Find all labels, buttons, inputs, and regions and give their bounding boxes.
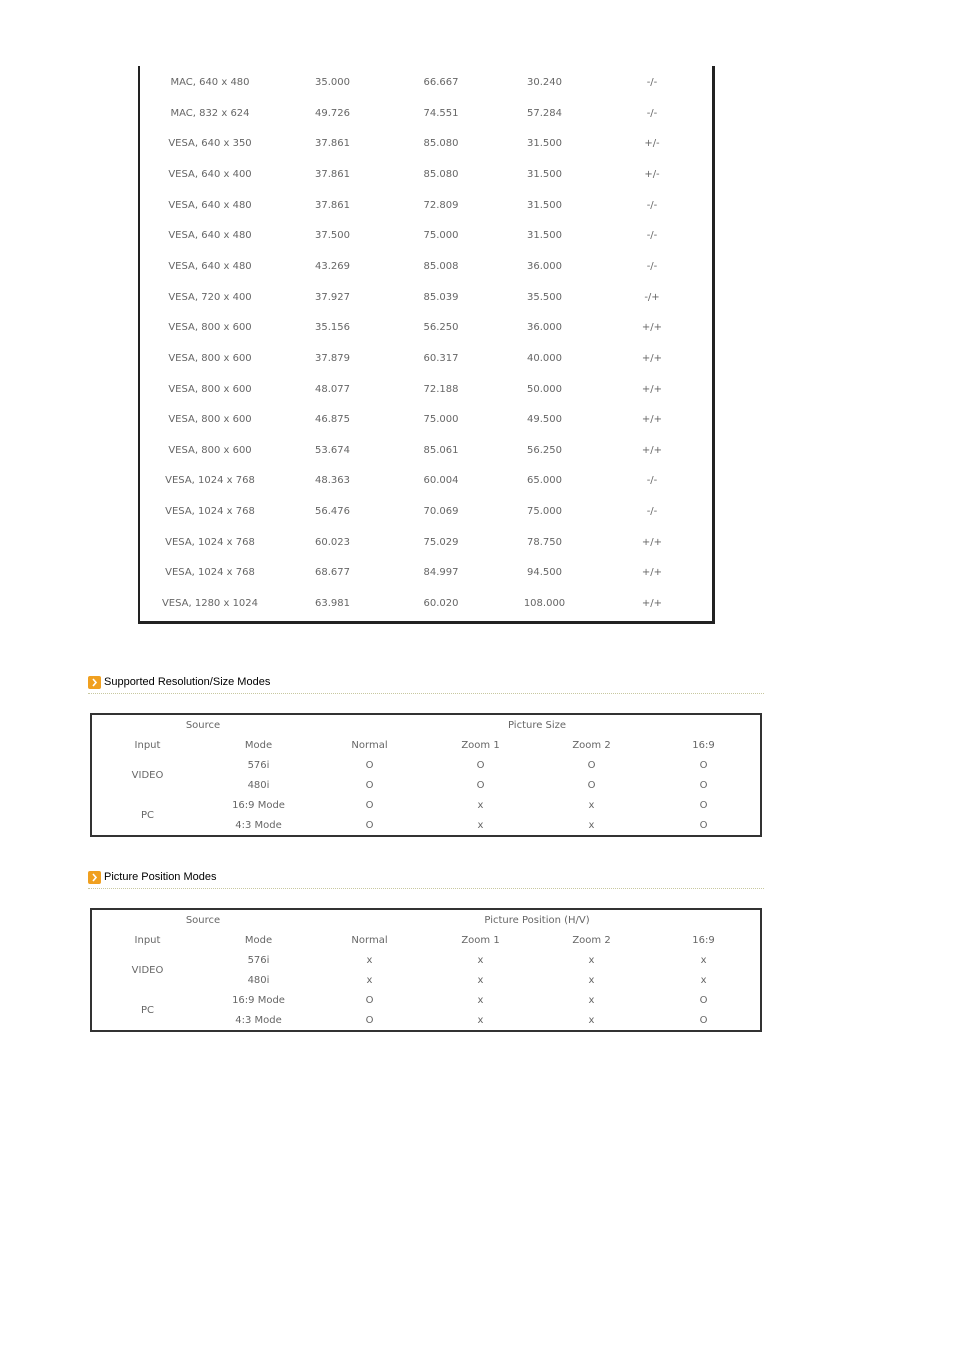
table-cell: VESA, 640 x 480 <box>168 199 252 211</box>
table-row <box>140 594 712 614</box>
timing-table <box>138 66 715 624</box>
table-cell: VESA, 1024 x 768 <box>165 506 255 518</box>
table-cell: 94.500 <box>527 567 562 579</box>
value-cell: O <box>587 779 596 791</box>
table-cell: 37.879 <box>315 352 350 364</box>
input-video: VIDEO <box>131 769 164 781</box>
table-cell: +/+ <box>641 322 663 334</box>
table-row <box>140 134 712 154</box>
table-cell: 31.500 <box>527 168 562 180</box>
table-cell: VESA, 640 x 400 <box>168 168 252 180</box>
table-cell: 31.500 <box>527 138 562 150</box>
table-cell: 75.029 <box>423 536 459 548</box>
value-cell: x <box>700 974 707 986</box>
position-modes-heading <box>88 871 764 891</box>
column-header: Zoom 2 <box>572 934 611 946</box>
table-cell: 43.269 <box>315 260 350 272</box>
table-cell: +/+ <box>641 444 663 456</box>
table-cell: -/- <box>646 199 658 211</box>
value-cell: O <box>365 1014 374 1026</box>
table-header-row <box>92 930 760 950</box>
column-header: Normal <box>351 934 388 946</box>
value-cell: x <box>588 954 595 966</box>
table-cell: 60.020 <box>423 598 459 610</box>
table-cell: 74.551 <box>423 107 459 119</box>
table-row <box>140 502 712 522</box>
table-cell: 75.000 <box>423 230 459 242</box>
table-cell: +/- <box>644 168 660 180</box>
table-header-row <box>92 735 760 755</box>
value-cell: O <box>365 779 374 791</box>
table-row <box>140 441 712 461</box>
dotted-divider <box>88 888 764 889</box>
table-cell: VESA, 640 x 350 <box>168 138 252 150</box>
column-header: Zoom 1 <box>461 934 500 946</box>
table-row <box>92 950 760 970</box>
value-cell: O <box>699 1014 708 1026</box>
table-row <box>92 755 760 775</box>
table-cell: 75.000 <box>527 506 562 518</box>
value-cell: x <box>477 974 484 986</box>
table-cell: -/- <box>646 475 658 487</box>
value-cell: O <box>365 799 374 811</box>
table-cell: VESA, 800 x 600 <box>168 414 252 426</box>
table-cell: 60.004 <box>423 475 459 487</box>
value-cell: x <box>477 1014 484 1026</box>
column-header: Input <box>134 934 161 946</box>
table-cell: 53.674 <box>315 444 350 456</box>
table-row <box>140 257 712 277</box>
table-cell: 63.981 <box>315 598 350 610</box>
table-row <box>140 533 712 553</box>
column-header: Mode <box>244 739 273 751</box>
value-cell: O <box>699 779 708 791</box>
size-modes-table <box>90 713 762 837</box>
table-cell: 36.000 <box>527 322 562 334</box>
value-cell: O <box>365 994 374 1006</box>
mode-cell: 4:3 Mode <box>235 1014 282 1026</box>
value-cell: O <box>699 994 708 1006</box>
table-cell: 49.500 <box>527 414 562 426</box>
table-row <box>140 318 712 338</box>
table-cell: 35.000 <box>315 77 350 88</box>
table-cell: +/- <box>644 138 660 150</box>
table-cell: VESA, 1280 x 1024 <box>161 598 259 610</box>
value-cell: O <box>699 799 708 811</box>
table-cell: VESA, 720 x 400 <box>168 291 252 303</box>
table-row <box>140 349 712 369</box>
section-title: Supported Resolution/Size Modes <box>104 676 271 688</box>
table-row <box>140 288 712 308</box>
value-cell: x <box>477 799 484 811</box>
table-cell: 85.061 <box>423 444 459 456</box>
table-cell: VESA, 1024 x 768 <box>165 567 255 579</box>
table-cell: -/- <box>646 230 658 242</box>
table-cell: 108.000 <box>523 598 566 610</box>
table-cell: 56.476 <box>315 506 350 518</box>
input-pc: PC <box>140 809 154 821</box>
table-cell: 85.080 <box>423 168 459 180</box>
table-cell: 37.861 <box>315 199 350 211</box>
table-cell: 56.250 <box>423 322 459 334</box>
column-header: Normal <box>351 739 388 751</box>
size-modes-heading <box>88 676 764 696</box>
mode-cell: 4:3 Mode <box>235 819 282 831</box>
table-header-row <box>92 715 760 735</box>
table-cell: -/- <box>646 77 658 88</box>
table-row <box>140 165 712 185</box>
dotted-divider <box>88 693 764 694</box>
table-cell: 72.809 <box>423 199 459 211</box>
table-cell: 46.875 <box>315 414 350 426</box>
table-cell: +/+ <box>641 414 663 426</box>
table-cell: 57.284 <box>527 107 562 119</box>
table-cell: -/- <box>646 107 658 119</box>
value-cell: x <box>588 819 595 831</box>
table-row <box>92 990 760 1010</box>
value-cell: x <box>588 994 595 1006</box>
table-cell: 68.677 <box>315 567 350 579</box>
mode-cell: 576i <box>247 759 270 771</box>
table-cell: VESA, 640 x 480 <box>168 230 252 242</box>
value-cell: x <box>700 954 707 966</box>
table-cell: 48.363 <box>315 475 350 487</box>
input-pc: PC <box>140 1004 154 1016</box>
table-cell: VESA, 800 x 600 <box>168 383 252 395</box>
value-cell: x <box>366 974 373 986</box>
table-row <box>140 104 712 124</box>
table-cell: 30.240 <box>527 77 562 88</box>
column-header: Mode <box>244 934 273 946</box>
table-cell: 37.861 <box>315 138 350 150</box>
table-row <box>140 226 712 246</box>
column-header: 16:9 <box>692 934 715 946</box>
arrow-bullet-icon <box>88 676 101 689</box>
table-cell: 31.500 <box>527 199 562 211</box>
value-cell: x <box>588 974 595 986</box>
table-cell: 37.927 <box>315 291 350 303</box>
table-row <box>140 563 712 583</box>
input-video: VIDEO <box>131 964 164 976</box>
table-cell: 35.500 <box>527 291 562 303</box>
value-cell: O <box>587 759 596 771</box>
table-cell: 40.000 <box>527 352 562 364</box>
value-cell: O <box>365 759 374 771</box>
mode-cell: 16:9 Mode <box>232 799 285 811</box>
table-cell: +/+ <box>641 567 663 579</box>
table-cell: +/+ <box>641 352 663 364</box>
value-cell: x <box>588 1014 595 1026</box>
table-cell: VESA, 800 x 600 <box>168 444 252 456</box>
table-cell: 49.726 <box>315 107 350 119</box>
mode-cell: 480i <box>247 974 270 986</box>
arrow-bullet-icon <box>88 871 101 884</box>
column-header: Input <box>134 739 161 751</box>
table-cell: 31.500 <box>527 230 562 242</box>
table-cell: 85.039 <box>423 291 459 303</box>
table-cell: 84.997 <box>423 567 459 579</box>
table-header-row <box>92 910 760 930</box>
mode-cell: 576i <box>247 954 270 966</box>
table-cell: 85.080 <box>423 138 459 150</box>
value-cell: O <box>699 759 708 771</box>
table-cell: 72.188 <box>423 383 459 395</box>
table-cell: 85.008 <box>423 260 459 272</box>
table-cell: 36.000 <box>527 260 562 272</box>
table-cell: 50.000 <box>527 383 562 395</box>
source-header: Source <box>185 914 221 926</box>
position-modes-table <box>90 908 762 1032</box>
table-cell: -/- <box>646 506 658 518</box>
table-cell: 48.077 <box>315 383 350 395</box>
value-cell: x <box>588 799 595 811</box>
source-header: Source <box>185 719 221 731</box>
table-row <box>140 410 712 430</box>
value-cell: O <box>365 819 374 831</box>
table-cell: 70.069 <box>423 506 459 518</box>
value-cell: x <box>477 819 484 831</box>
table-cell: 78.750 <box>527 536 562 548</box>
table-cell: VESA, 1024 x 768 <box>165 536 255 548</box>
table-row <box>140 73 712 93</box>
table-row <box>92 795 760 815</box>
table-cell: 75.000 <box>423 414 459 426</box>
table-cell: +/+ <box>641 598 663 610</box>
value-cell: x <box>477 994 484 1006</box>
table-cell: -/+ <box>644 291 660 303</box>
column-header: 16:9 <box>692 739 715 751</box>
column-header: Zoom 1 <box>461 739 500 751</box>
table-row <box>140 196 712 216</box>
table-cell: 37.500 <box>315 230 350 242</box>
table-cell: -/- <box>646 260 658 272</box>
table-cell: 56.250 <box>527 444 562 456</box>
table-cell: VESA, 800 x 600 <box>168 322 252 334</box>
table-cell: VESA, 640 x 480 <box>168 260 252 272</box>
mode-cell: 16:9 Mode <box>232 994 285 1006</box>
value-cell: O <box>476 759 485 771</box>
table-cell: 65.000 <box>527 475 562 487</box>
mode-cell: 480i <box>247 779 270 791</box>
table-row <box>140 471 712 491</box>
group-header: Picture Position (H/V) <box>484 914 590 926</box>
table-cell: 66.667 <box>423 77 459 88</box>
table-row <box>140 380 712 400</box>
table-cell: +/+ <box>641 536 663 548</box>
table-cell: VESA, 1024 x 768 <box>165 475 255 487</box>
table-cell: 37.861 <box>315 168 350 180</box>
value-cell: O <box>699 819 708 831</box>
table-cell: MAC, 640 x 480 <box>170 77 250 88</box>
section-title: Picture Position Modes <box>104 871 217 883</box>
value-cell: x <box>477 954 484 966</box>
value-cell: O <box>476 779 485 791</box>
table-cell: +/+ <box>641 383 663 395</box>
table-cell: VESA, 800 x 600 <box>168 352 252 364</box>
table-cell: MAC, 832 x 624 <box>170 107 250 119</box>
table-cell: 60.023 <box>315 536 350 548</box>
group-header: Picture Size <box>507 719 567 731</box>
table-cell: 60.317 <box>423 352 459 364</box>
table-cell: 35.156 <box>315 322 350 334</box>
column-header: Zoom 2 <box>572 739 611 751</box>
value-cell: x <box>366 954 373 966</box>
